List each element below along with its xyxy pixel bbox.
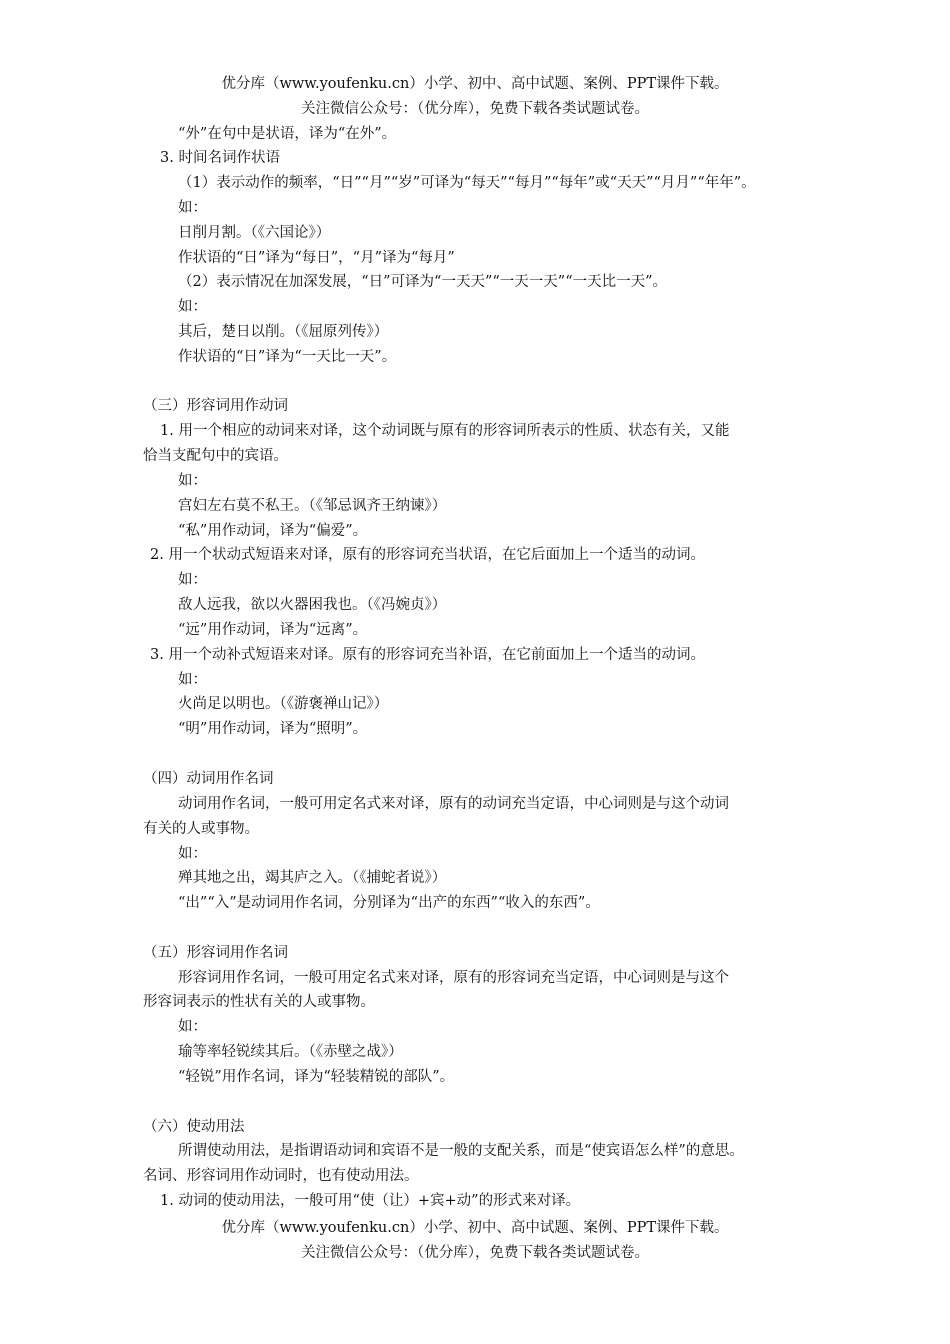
body-line: 1. 动词的使动用法，一般可用“使（让）+宾+动”的形式来对译。: [160, 1193, 581, 1209]
body-line: 1. 用一个相应的动词来对译，这个动词既与原有的形容词所表示的性质、状态有关，又能: [160, 423, 730, 439]
body-line: 有关的人或事物。: [143, 821, 259, 837]
section-heading: （三）形容词用作动词: [143, 398, 288, 414]
body-line: 如：: [178, 473, 207, 489]
header-line-1: 优分库（www.youfenku.cn）小学、初中、高中试题、案例、PPT课件下载。: [221, 76, 729, 92]
body-line: “远”用作动词，译为“远离”。: [178, 622, 368, 638]
body-line: 如：: [178, 1019, 207, 1035]
body-line: 名词、形容词用作动词时，也有使动用法。: [143, 1168, 419, 1184]
body-line: “轻锐”用作名词，译为“轻装精锐的部队”。: [178, 1069, 455, 1085]
body-line: 作状语的“日”译为“每日”，“月”译为“每月”: [178, 250, 455, 266]
body-line: 如：: [178, 846, 207, 862]
body-line: 如：: [178, 572, 207, 588]
body-line: “外”在句中是状语，译为“在外”。: [178, 126, 397, 142]
body-line: 作状语的“日”译为“一天比一天”。: [178, 349, 397, 365]
section-heading: （五）形容词用作名词: [143, 945, 288, 961]
body-line: 火尚足以明也。（《游褒禅山记》）: [178, 696, 389, 712]
body-line: 恰当支配句中的宾语。: [143, 448, 288, 464]
section-heading: （四）动词用作名词: [143, 771, 274, 787]
body-line: 如：: [178, 672, 207, 688]
body-line: “私”用作动词，译为“偏爱”。: [178, 523, 368, 539]
body-line: （2）表示情况在加深发展，“日”可译为“一天天”“一天一天”“一天比一天”。: [178, 274, 668, 290]
body-line: 如：: [178, 299, 207, 315]
header-line-2: 关注微信公众号：（优分库），免费下载各类试题试卷。: [301, 101, 649, 117]
body-line: 形容词表示的性状有关的人或事物。: [143, 994, 375, 1010]
body-line: “明”用作动词，译为“照明”。: [178, 721, 368, 737]
body-line: 殚其地之出，竭其庐之入。（《捕蛇者说》）: [178, 870, 447, 886]
body-line: 敌人远我，欲以火器困我也。（《冯婉贞》）: [178, 597, 447, 613]
body-line: 如：: [178, 200, 207, 216]
body-line: （1）表示动作的频率，“日”“月”“岁”可译为“每天”“每月”“每年”或“天天”“月月”“年年”。: [178, 175, 756, 191]
body-line: 动词用作名词，一般可用定名式来对译，原有的动词充当定语，中心词则是与这个动词: [178, 796, 729, 812]
section-heading: （六）使动用法: [143, 1119, 245, 1135]
body-line: 所谓使动用法，是指谓语动词和宾语不是一般的支配关系，而是“使宾语怎么样”的意思。: [178, 1143, 744, 1159]
footer-line-1: 优分库（www.youfenku.cn）小学、初中、高中试题、案例、PPT课件下载。: [221, 1220, 729, 1236]
body-line: 形容词用作名词，一般可用定名式来对译，原有的形容词充当定语，中心词则是与这个: [178, 970, 729, 986]
body-line: 3. 时间名词作状语: [160, 150, 280, 166]
body-line: “出”“入”是动词用作名词，分别译为“出产的东西”“收入的东西”。: [178, 895, 600, 911]
footer-line-2: 关注微信公众号：（优分库），免费下载各类试题试卷。: [301, 1245, 649, 1261]
body-line: 2. 用一个状动式短语来对译，原有的形容词充当状语，在它后面加上一个适当的动词。: [150, 547, 705, 563]
body-line: 宫妇左右莫不私王。（《邹忌讽齐王纳谏》）: [178, 498, 447, 514]
body-line: 日削月割。（《六国论》）: [178, 225, 331, 241]
body-line: 其后，楚日以削。（《屈原列传》）: [178, 324, 389, 340]
body-line: 瑜等率轻锐续其后。（《赤壁之战》）: [178, 1044, 403, 1060]
body-line: 3. 用一个动补式短语来对译。原有的形容词充当补语，在它前面加上一个适当的动词。: [150, 647, 705, 663]
